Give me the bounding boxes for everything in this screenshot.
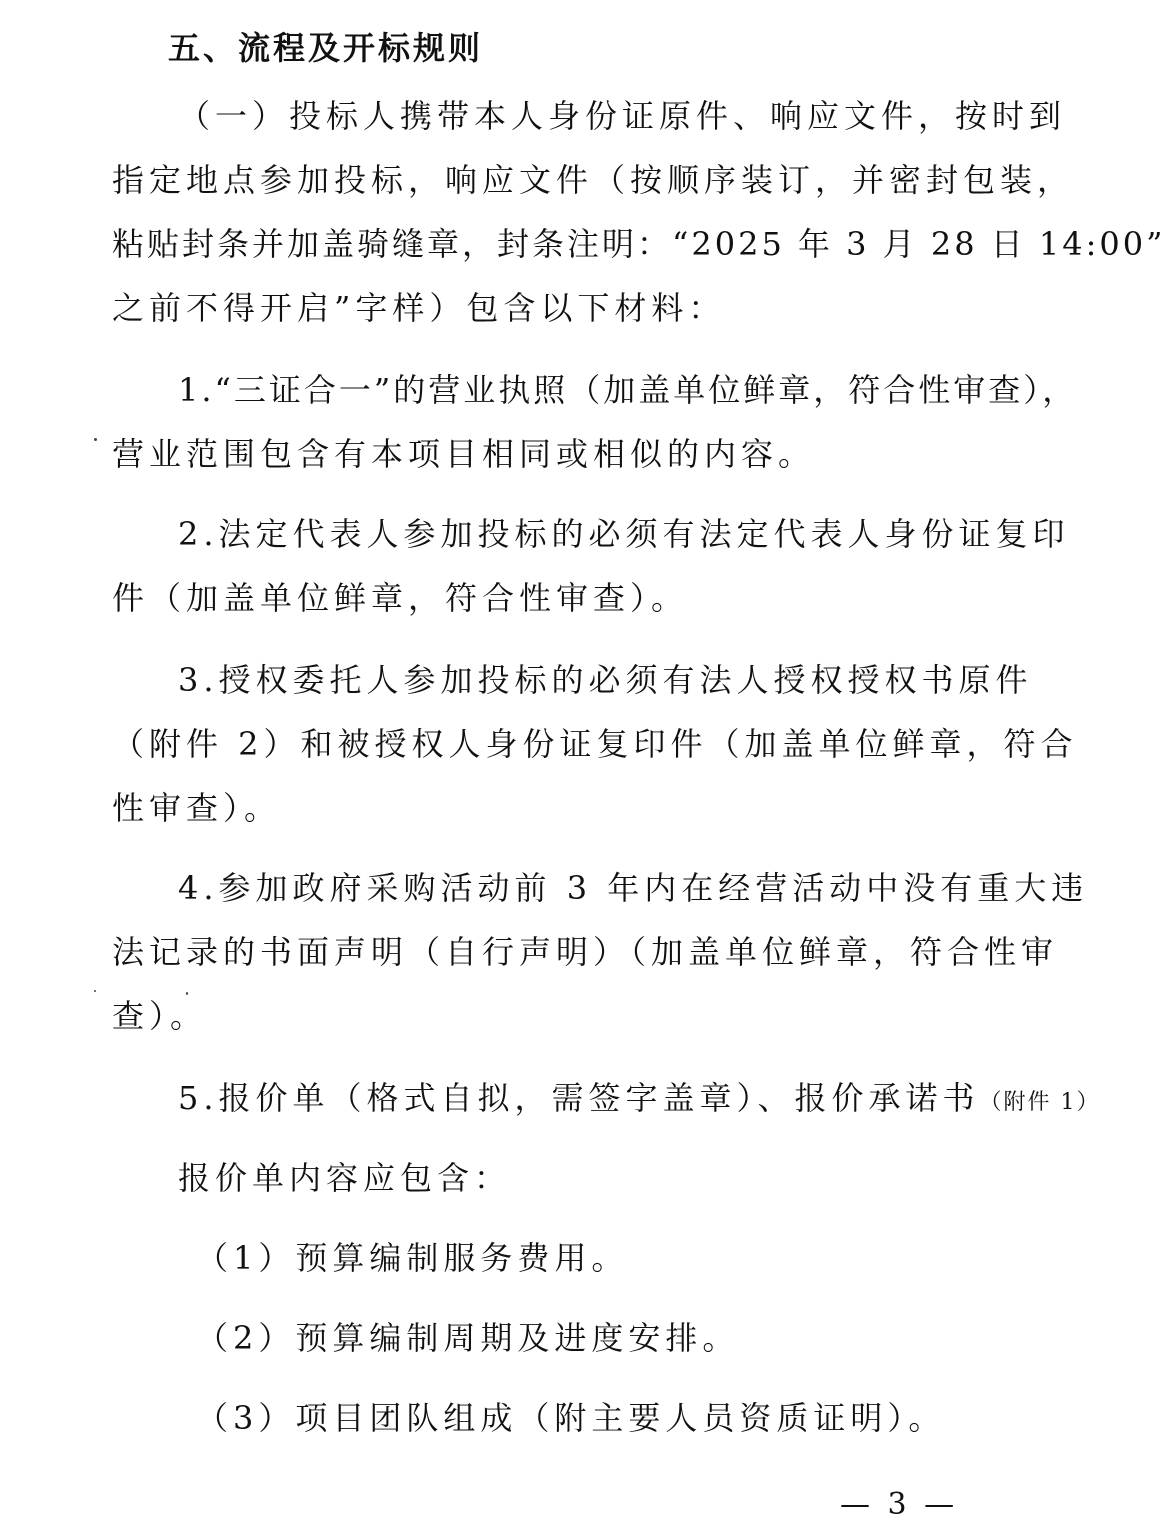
intro-line-2: 指定地点参加投标，响应文件（按顺序装订，并密封包装， — [112, 161, 1075, 199]
intro-line-4: 之前不得开启”字样）包含以下材料： — [112, 289, 726, 327]
item-5-attachment-note: （附件 1） — [979, 1090, 1101, 1115]
item-1-line-1: 1.“三证合一”的营业执照（加盖单位鲜章，符合性审查）， — [178, 371, 1078, 409]
item-4-line-1: 4.参加政府采购活动前 3 年内在经营活动中没有重大违 — [178, 869, 1089, 907]
item-3-line-1: 3.授权委托人参加投标的必须有法人授权授权书原件 — [178, 661, 1033, 699]
item-1-line-2: 营业范围包含有本项目相同或相似的内容。 — [112, 435, 816, 473]
item-3-line-2: （附件 2）和被授权人身份证复印件（加盖单位鲜章，符合 — [112, 725, 1078, 763]
intro-line-3: 粘贴封条并加盖骑缝章，封条注明：“2025 年 3 月 28 日 14:00” — [112, 225, 1166, 263]
scan-speck — [94, 438, 97, 441]
page-number: — 3 — — [840, 1487, 959, 1522]
item-5-line-2: 报价单内容应包含： — [178, 1159, 512, 1197]
item-4-line-2: 法记录的书面声明（自行声明）（加盖单位鲜章，符合性审 — [112, 933, 1059, 971]
item-2-line-2: 件（加盖单位鲜章，符合性审查）。 — [112, 579, 689, 617]
item-5-main-text: 5.报价单（格式自拟，需签字盖章）、报价承诺书 — [178, 1079, 980, 1117]
sub-item-1: （1）预算编制服务费用。 — [196, 1239, 629, 1277]
item-5-line-1 — [178, 1078, 1101, 1123]
sub-item-3: （3）项目团队组成（附主要人员资质证明）。 — [196, 1399, 946, 1437]
item-4-line-3: 查）。 — [112, 997, 208, 1035]
item-2-line-1: 2.法定代表人参加投标的必须有法定代表人身份证复印 — [178, 515, 1070, 553]
item-3-line-3: 性审查）。 — [112, 789, 282, 827]
scan-speck — [94, 990, 96, 992]
sub-item-2: （2）预算编制周期及进度安排。 — [196, 1319, 740, 1357]
section-heading: 五、流程及开标规则 — [168, 29, 484, 67]
intro-line-1: （一）投标人携带本人身份证原件、响应文件，按时到 — [178, 97, 1067, 135]
scan-speck — [186, 992, 188, 995]
